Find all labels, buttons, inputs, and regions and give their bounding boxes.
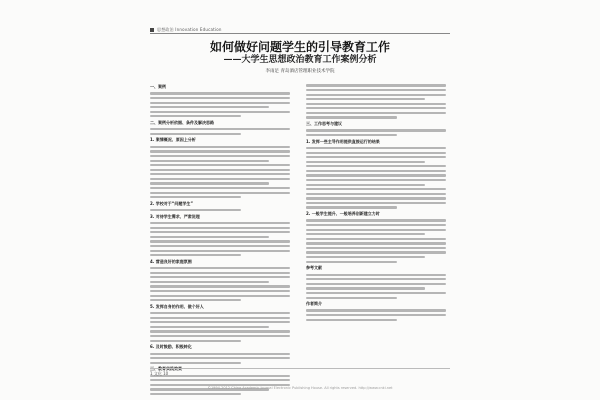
section-heading: 三、工作思考与建议: [306, 121, 342, 127]
text-line: [150, 254, 241, 256]
text-line: [306, 184, 425, 186]
text-line: [150, 375, 290, 377]
right-column: [306, 82, 446, 323]
text-line: [150, 285, 290, 287]
section-heading: 三、教育实践效果: [150, 366, 182, 372]
text-line: [306, 134, 397, 136]
text-line: [150, 326, 269, 328]
text-line: [150, 173, 290, 175]
section-heading: 3. 对待学生需求、严肃说理: [150, 213, 200, 219]
text-line: [150, 97, 290, 99]
text-line: [306, 94, 446, 96]
text-line: [150, 92, 290, 94]
section-heading: 二、案例分析依据、条件及解决思路: [150, 119, 214, 125]
text-line: [150, 106, 269, 108]
text-line: [306, 179, 446, 181]
text-line: [306, 287, 425, 289]
text-line: [150, 111, 290, 113]
text-line: [150, 295, 290, 297]
journal-header-label: 思想政治 Innovation Education: [157, 27, 222, 32]
text-line: [306, 261, 397, 263]
text-line: [150, 169, 290, 171]
text-line: [306, 193, 446, 195]
text-line: [306, 165, 446, 167]
text-line: [306, 242, 446, 244]
text-line: [306, 112, 446, 114]
text-line: [150, 330, 290, 332]
text-line: [306, 297, 397, 299]
section-mark-icon: [150, 28, 154, 32]
text-line: [150, 146, 290, 148]
text-line: [150, 182, 269, 184]
text-line: [306, 224, 446, 226]
text-line: [150, 128, 290, 130]
text-line: [306, 129, 446, 131]
section-heading: 1. 发挥一些主导作用提供直接运行的结果: [306, 138, 380, 144]
text-line: [150, 222, 290, 224]
text-line: [150, 231, 290, 233]
copyright-watermark: ©1994-2012 China Academic Journal Electronic Publishing House. All rights reserved. http://www.cnki.net: [207, 386, 393, 390]
section-heading: 1. 案情概况、原因上分析: [150, 137, 196, 143]
text-line: [306, 229, 446, 231]
text-line: [150, 317, 290, 319]
text-line: [306, 84, 446, 86]
text-line: [306, 188, 446, 190]
section-heading: 一、案例: [150, 84, 166, 89]
text-line: [150, 196, 241, 198]
text-line: [306, 283, 446, 285]
text-line: [150, 340, 241, 342]
text-line: [150, 250, 290, 252]
text-line: [150, 115, 241, 117]
text-line: [150, 290, 290, 292]
text-line: [150, 299, 241, 301]
text-line: [150, 379, 290, 381]
text-line: [150, 321, 290, 323]
text-line: [306, 309, 446, 311]
text-line: [306, 174, 446, 176]
section-heading: 5. 发挥自身的作用、做个好人: [150, 303, 204, 309]
text-line: [150, 209, 241, 211]
text-line: [306, 103, 446, 105]
text-line: [306, 206, 397, 208]
text-line: [150, 227, 290, 229]
text-line: [150, 245, 290, 247]
text-line: [150, 178, 290, 180]
text-line: [150, 276, 290, 278]
text-line: [306, 251, 446, 253]
section-heading: 2. 学校对于“问题学生”: [150, 200, 193, 206]
text-line: [150, 357, 290, 359]
text-line: [306, 89, 446, 91]
section-heading: 6. 及时鼓励、积极转化: [150, 344, 192, 350]
section-heading: 2. 一般学生提升、一般培养创新建立力时: [306, 211, 380, 217]
text-line: [150, 281, 269, 283]
text-line: [150, 150, 290, 152]
left-column: [150, 82, 290, 398]
text-line: [150, 133, 241, 135]
section-heading: 作者简介: [306, 301, 322, 307]
page-number: 1 文化 10: [150, 371, 169, 376]
text-line: [150, 353, 290, 355]
text-line: [150, 102, 290, 104]
section-heading: 4. 营造良好的家庭氛围: [150, 258, 192, 264]
text-line: [306, 156, 446, 158]
text-line: [306, 147, 446, 149]
text-line: [306, 107, 446, 109]
footer-rule: [150, 368, 450, 369]
text-line: [150, 192, 290, 194]
text-line: [306, 152, 446, 154]
text-line: [150, 272, 290, 274]
text-line: [306, 278, 446, 280]
text-line: [150, 240, 290, 242]
text-line: [150, 362, 241, 364]
text-line: [306, 202, 446, 204]
text-line: [150, 164, 290, 166]
article-author: 李雨足 青岛酒店管理职业技术学院: [265, 69, 335, 74]
text-line: [306, 238, 446, 240]
article-title: 如何做好问题学生的引导教育工作: [209, 40, 390, 54]
text-line: [306, 197, 446, 199]
text-line: [306, 247, 446, 249]
text-line: [306, 219, 446, 221]
text-line: [150, 393, 241, 395]
text-line: [150, 267, 290, 269]
text-line: [150, 160, 269, 162]
text-line: [306, 292, 446, 294]
text-line: [150, 312, 290, 314]
header-rule: [150, 33, 450, 34]
section-heading: 参考文献: [306, 265, 322, 271]
text-line: [150, 236, 269, 238]
text-line: [306, 274, 446, 276]
text-line: [306, 319, 397, 321]
text-line: [150, 187, 290, 189]
text-line: [306, 170, 446, 172]
text-line: [306, 233, 425, 235]
text-line: [306, 256, 425, 258]
text-line: [306, 161, 425, 163]
text-line: [150, 335, 290, 337]
text-line: [306, 314, 446, 316]
article-subtitle: ——大学生思想政治教育工作案例分析: [223, 55, 377, 65]
text-line: [306, 98, 425, 100]
text-line: [150, 155, 290, 157]
text-line: [306, 116, 397, 118]
